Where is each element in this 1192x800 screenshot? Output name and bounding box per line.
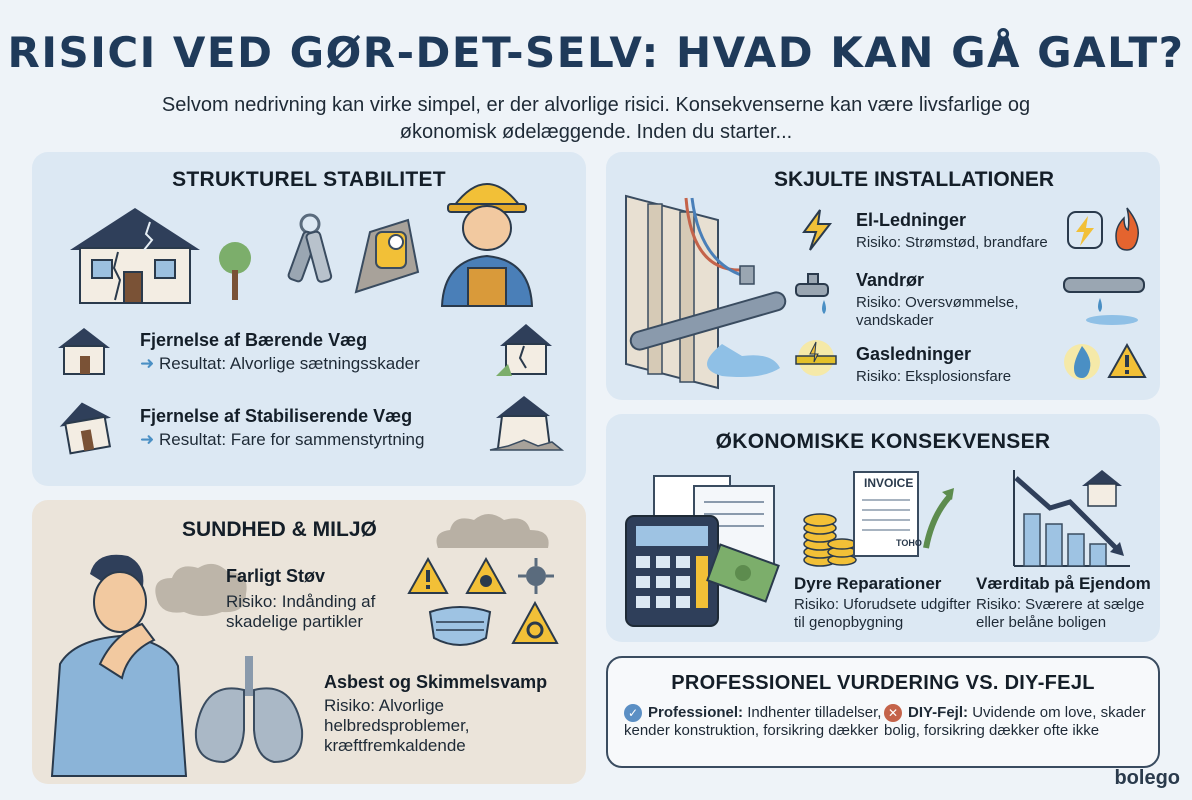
structural-item-1-result-text: Resultat: Alvorlige sætningsskader — [158, 354, 420, 373]
page-title: RISICI VED GØR-DET-SELV: HVAD KAN GÅ GALT? — [7, 28, 1185, 77]
gas-leak-icon — [792, 338, 840, 378]
economic-item-1-risk: Risiko: Uforudsete udgifter til genopbygning — [794, 596, 971, 631]
structural-item-1-title: Fjernelse af Bærende Væg — [140, 330, 368, 350]
cross-icon: ✕ — [884, 704, 902, 722]
hidden-item-2-risk: Risiko: Oversvømmelse, vandskader — [856, 294, 1019, 329]
checkmark-icon: ✓ — [624, 704, 642, 722]
face-mask-icon — [420, 602, 500, 650]
collapsing-house-icon — [488, 390, 564, 454]
warning-icon — [1106, 342, 1148, 380]
keys-icon — [280, 210, 340, 290]
hidden-item-3-title: Gasledninger — [856, 344, 972, 364]
professional-pro-text — [624, 704, 886, 740]
value-drop-chart-icon — [1006, 468, 1132, 570]
economic-item-2-title: Værditab på Ejendom — [976, 574, 1151, 593]
virus-icon — [516, 556, 556, 596]
arrow-right-icon: ➜ — [140, 430, 155, 449]
health-item-2-risk: Risiko: Alvorlige helbredsproblemer, kræftfremkaldende — [324, 696, 470, 755]
biohazard-icon — [510, 600, 560, 646]
fire-icon — [1110, 206, 1144, 252]
economic-item-2-risk: Risiko: Sværere at sælge eller belåne boligen — [976, 596, 1145, 631]
professional-heading: PROFESSIONEL VURDERING VS. DIY-FEJL — [671, 672, 1095, 694]
structural-panel — [32, 152, 586, 486]
hidden-item-1-title: El-Ledninger — [856, 210, 967, 230]
lightning-icon — [796, 208, 836, 252]
health-item-2-title: Asbest og Skimmelsvamp — [324, 672, 548, 692]
dust-cloud-icon — [428, 508, 558, 554]
wall-pipes-illustration — [622, 192, 792, 388]
health-panel — [32, 500, 586, 784]
cracked-house-illustration — [60, 200, 210, 310]
diy-text: Uvidende om love, skader bolig, forsikring dækker ofte ikke — [884, 704, 1146, 739]
tree-icon — [218, 236, 252, 302]
professional-diy-text — [884, 704, 1146, 740]
trend-up-arrow-icon — [922, 486, 956, 550]
leaking-pipe-icon — [1060, 268, 1148, 328]
tape-measure-icon — [348, 212, 428, 302]
electric-hazard-icon — [1066, 208, 1104, 252]
arrow-right-icon: ➜ — [140, 354, 155, 373]
structural-item-2-result-text: Resultat: Fare for sammenstyrtning — [158, 430, 425, 449]
economic-panel — [606, 414, 1160, 642]
bolego-logo: bolego — [1114, 767, 1180, 789]
page-subtitle: Selvom nedrivning kan virke simpel, er der alvorlige risici. Konsekvenserne kan være livsfarlige og økonomisk ødelæggende. Inden du starter... — [161, 94, 1031, 143]
faucet-icon — [794, 268, 838, 326]
hazard-bug-icon — [464, 556, 508, 596]
diy-label: DIY-Fejl: — [908, 704, 969, 721]
pro-label: Professionel: — [648, 704, 744, 721]
money-icon — [706, 542, 780, 606]
economic-heading: ØKONOMISKE KONSEKVENSER — [715, 430, 1051, 453]
professional-panel — [606, 656, 1160, 768]
damaged-house-icon — [494, 318, 558, 378]
structural-item-1-result — [140, 354, 420, 374]
hidden-item-2-title: Vandrør — [856, 270, 925, 290]
hidden-item-3-risk: Risiko: Eksplosionsfare — [856, 368, 1012, 385]
hidden-heading: SKJULTE INSTALLATIONER — [774, 168, 1054, 191]
economic-item-1-title: Dyre Reparationer — [794, 574, 942, 593]
pro-text: Indhenter tilladelser, kender konstruktion, forsikring dækker — [624, 704, 882, 739]
health-item-1-title: Farligt Støv — [226, 566, 326, 586]
warning-icon — [406, 556, 450, 596]
structural-heading: STRUKTUREL STABILITET — [172, 168, 446, 191]
health-item-1-risk: Risiko: Indånding af skadelige partikler — [226, 592, 376, 631]
hidden-item-1-risk: Risiko: Strømstød, brandfare — [856, 234, 1048, 251]
structural-item-2-title: Fjernelse af Stabiliserende Væg — [140, 406, 413, 426]
tilted-house-icon — [56, 396, 118, 454]
invoice-footer: TOHO — [896, 538, 922, 548]
house-outline-icon — [54, 324, 114, 376]
structural-item-2-result — [140, 430, 424, 450]
lungs-icon — [184, 650, 314, 770]
gas-flame-icon — [1062, 338, 1102, 384]
invoice-label: INVOICE — [864, 476, 914, 490]
health-heading: SUNDHED & MILJØ — [182, 518, 377, 541]
hidden-installations-panel — [606, 152, 1160, 400]
worker-illustration — [432, 164, 542, 306]
